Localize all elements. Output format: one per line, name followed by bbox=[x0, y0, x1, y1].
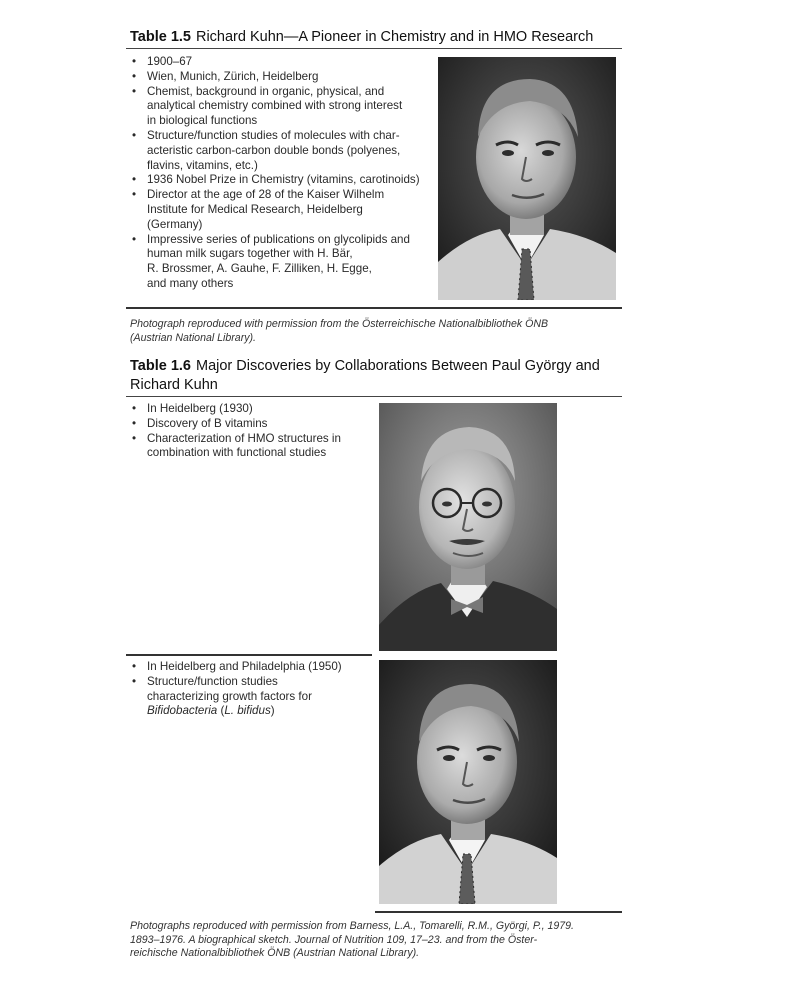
table-1-6-title-line-2: Richard Kuhn bbox=[130, 377, 218, 393]
list-item bbox=[130, 173, 435, 188]
list-item bbox=[130, 233, 435, 292]
portrait-image bbox=[438, 57, 616, 300]
kuhn-portrait-photo-2 bbox=[379, 660, 557, 904]
text-line: (Austrian National Library). bbox=[130, 331, 256, 344]
text-line: Structure/function studies bbox=[147, 674, 278, 688]
text-line: human milk sugars together with H. Bär, bbox=[147, 247, 353, 261]
text-line: Bifidobacteria bbox=[147, 704, 218, 718]
text-line: Wien, Munich, Zürich, Heidelberg bbox=[147, 69, 319, 83]
text-line: 1900–67 bbox=[147, 55, 193, 68]
table-1-5-top-rule bbox=[126, 48, 622, 49]
text-line: R. Brossmer, A. Gauhe, F. Zilliken, H. Egge, bbox=[147, 262, 372, 276]
text-line: characterizing growth factors for bbox=[147, 689, 312, 703]
table-1-6-number: Table 1.6 bbox=[130, 358, 191, 374]
text-line: L. bifidus bbox=[224, 704, 271, 718]
list-item bbox=[130, 402, 370, 417]
text-line: Chemist, background in organic, physical, and bbox=[147, 84, 385, 98]
text-line: Photograph reproduced with permission from the Österreichische Nationalbibliothek ÖNB bbox=[130, 318, 549, 330]
list-item bbox=[130, 432, 370, 462]
table-1-6-top-rule bbox=[126, 396, 622, 397]
text-line: In Heidelberg and Philadelphia (1950) bbox=[147, 660, 342, 673]
text-line: 1936 Nobel Prize in Chemistry (vitamins, carotinoids) bbox=[147, 173, 420, 187]
table-1-5-photo-caption bbox=[130, 318, 610, 345]
table-1-5-bullet-list bbox=[130, 55, 435, 292]
text-line: Institute for Medical Research, Heidelberg bbox=[147, 202, 363, 216]
table-1-5-title-text: Richard Kuhn—A Pioneer in Chemistry and in HMO Research bbox=[195, 29, 594, 45]
list-item bbox=[130, 85, 435, 129]
list-item bbox=[130, 129, 435, 173]
list-item bbox=[130, 417, 370, 432]
text-line: Impressive series of publications on glycolipids and bbox=[147, 232, 410, 246]
text-line: acteristic carbon-carbon double bonds (polyenes, bbox=[147, 143, 401, 157]
table-1-6-title bbox=[130, 357, 600, 395]
text-line: reichische Nationalbibliothek ÖNB (Austrian National Library). bbox=[130, 947, 420, 959]
list-item bbox=[130, 660, 370, 675]
text-line: combination with functional studies bbox=[147, 446, 327, 460]
portrait-image bbox=[379, 660, 557, 904]
text-line: Characterization of HMO structures in bbox=[147, 431, 341, 445]
text-line: and many others bbox=[147, 276, 234, 290]
kuhn-portrait-photo bbox=[438, 57, 616, 300]
text-line: Photographs reproduced with permission from Barness, L.A., Tomarelli, R.M., Györgi, P., 1979. bbox=[130, 920, 574, 932]
portrait-image bbox=[379, 403, 557, 651]
table-1-6-bullet-list-b bbox=[130, 660, 370, 719]
table-1-5-number: Table 1.5 bbox=[130, 29, 191, 45]
text-line: In Heidelberg (1930) bbox=[147, 402, 253, 415]
text-line: Discovery of B vitamins bbox=[147, 416, 268, 430]
text-line: Structure/function studies of molecules with char- bbox=[147, 128, 400, 142]
list-item bbox=[130, 70, 435, 85]
list-item bbox=[130, 188, 435, 232]
list-item bbox=[130, 55, 435, 70]
text-line: in biological functions bbox=[147, 114, 258, 128]
table-1-6-bullet-list-a bbox=[130, 402, 370, 461]
table-1-6-bottom-rule bbox=[375, 911, 622, 913]
text-line: flavins, vitamins, etc.) bbox=[147, 158, 258, 172]
list-item bbox=[130, 675, 370, 719]
text-line: 1893–1976. A biographical sketch. Journal of Nutrition 109, 17–23. and from the Öster- bbox=[130, 933, 538, 946]
text-line: ) bbox=[270, 704, 275, 718]
gyorgy-portrait-photo bbox=[379, 403, 557, 651]
table-1-6-title-line-1: Major Discoveries by Collaborations Between Paul György and bbox=[195, 358, 600, 374]
text-line: Director at the age of 28 of the Kaiser Wilhelm bbox=[147, 188, 385, 202]
text-line: (Germany) bbox=[147, 217, 203, 231]
text-line: analytical chemistry combined with strong interest bbox=[147, 99, 403, 113]
table-1-5-bottom-rule bbox=[126, 307, 622, 309]
table-1-6-photo-caption bbox=[130, 920, 620, 961]
text-line: ( bbox=[217, 704, 225, 718]
table-1-6-row-divider bbox=[126, 654, 372, 656]
table-1-5-title bbox=[130, 28, 593, 46]
